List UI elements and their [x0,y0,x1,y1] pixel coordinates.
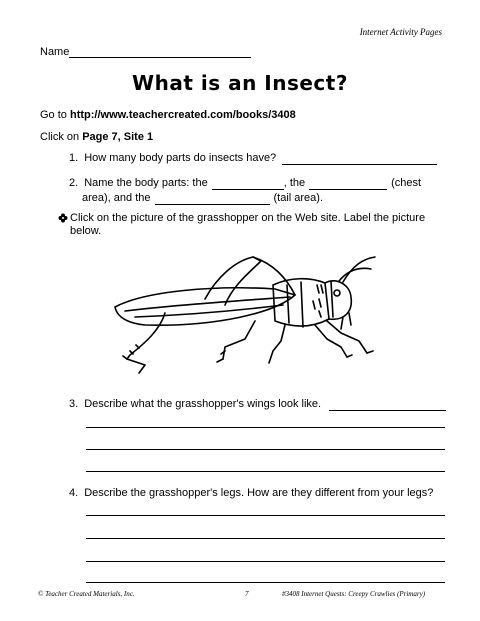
question-4 [69,487,433,500]
goto-prefix: Go to [40,109,70,121]
answer-blank[interactable] [309,179,387,190]
question-1 [69,152,437,165]
question-number: 3. [69,398,79,410]
question-text: , the [283,177,306,189]
answer-blank[interactable] [155,194,270,205]
question-text: How many body parts do insects have? [84,152,277,164]
flower-bullet-icon [58,212,70,224]
answer-line[interactable] [86,449,445,450]
answer-line[interactable] [86,538,445,539]
question-2-line-1 [69,177,421,190]
answer-line[interactable] [86,471,445,472]
clickon-target: Page 7, Site 1 [82,131,154,143]
series-label: Internet Activity Pages [359,27,442,37]
label-picture-instruction: Click on the picture of the grasshopper on the Web site. Label the picture below. [70,212,426,237]
question-text: Describe the grasshopper's legs. How are they different from your legs? [84,487,434,499]
grasshopper-illustration[interactable] [105,255,385,395]
page-title: What is an Insect? [132,71,348,95]
footer-copyright: © Teacher Created Materials, Inc. [38,590,135,598]
goto-url[interactable]: http://www.teachercreated.com/books/3408 [69,109,296,121]
answer-blank[interactable] [329,400,446,411]
question-number: 4. [69,487,79,499]
question-number: 1. [69,152,79,164]
footer-page-number: 7 [245,590,249,598]
clickon-instruction [40,131,153,144]
answer-line[interactable] [86,427,445,428]
answer-line[interactable] [86,582,445,583]
answer-line[interactable] [86,515,445,516]
goto-instruction [40,109,296,122]
footer-book-title: #3408 Internet Quests: Creepy Crawlies (Primary) [282,590,426,598]
question-text: (tail area). [273,192,324,204]
clickon-prefix: Click on [40,131,83,143]
question-text: Describe what the grasshopper's wings look like. [84,398,322,410]
name-field [40,46,251,58]
question-text: (chest [391,177,422,189]
answer-line[interactable] [86,561,445,562]
question-3 [69,398,446,411]
question-2-line-2 [82,192,323,205]
name-label: Name [40,46,70,58]
question-text: area), and the [82,192,151,204]
question-number: 2. [69,177,79,189]
answer-blank[interactable] [282,154,437,165]
answer-blank[interactable] [212,179,284,190]
name-blank-line[interactable] [69,47,251,58]
question-text: Name the body parts: the [84,177,208,189]
